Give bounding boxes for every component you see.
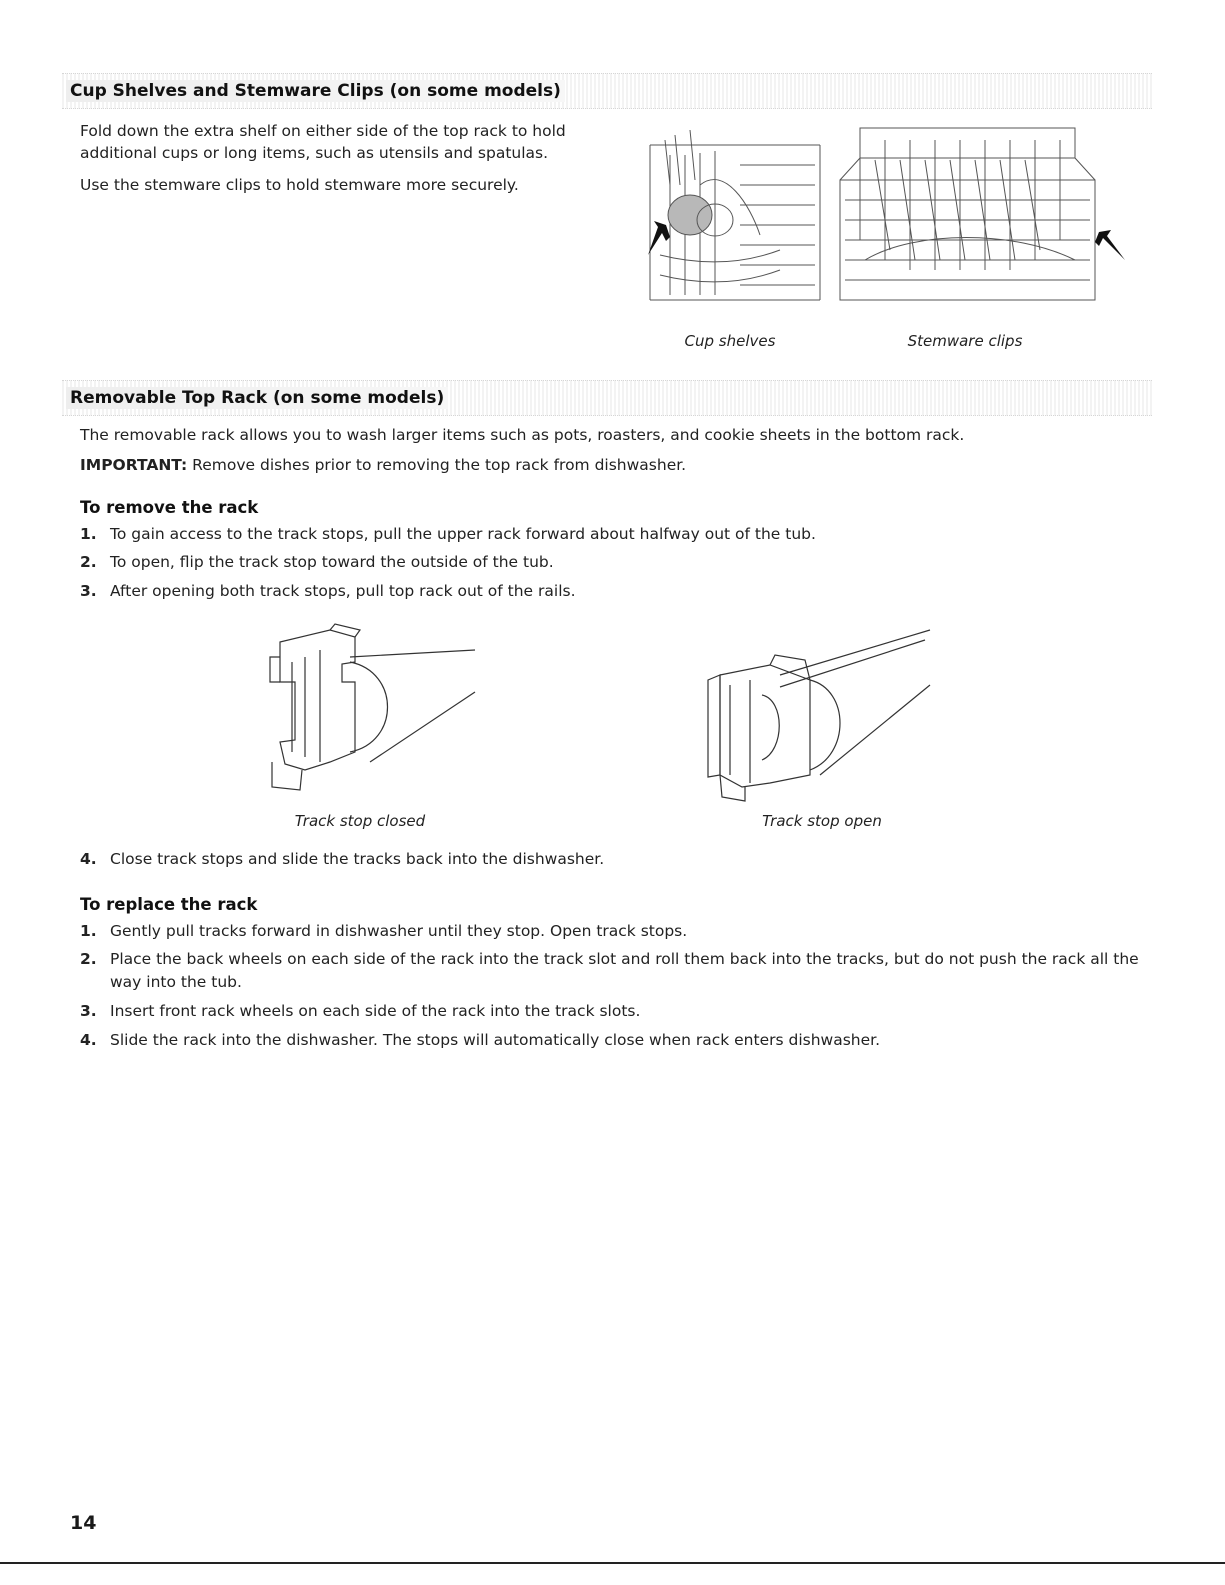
page-number: 14 (70, 1512, 97, 1534)
section-heading-text: Cup Shelves and Stemware Clips (on some models) (66, 80, 565, 102)
remove-step: 4. Close track stops and slide the tracks back into the dishwasher. (80, 850, 605, 868)
section-heading-removable-rack (62, 380, 1152, 416)
track-stop-closed-illustration (260, 622, 480, 797)
removable-rack-intro: The removable rack allows you to wash larger items such as pots, roasters, and cookie sheets in the bottom rack. (80, 426, 965, 444)
section-heading-text: Removable Top Rack (on some models) (66, 387, 448, 409)
remove-step: 3. After opening both track stops, pull top rack out of the rails. (80, 582, 576, 600)
section-heading-cup-shelves (62, 73, 1152, 109)
important-text: Remove dishes prior to removing the top rack from dishwasher. (192, 456, 687, 474)
stemware-clips-illustration (835, 120, 1130, 310)
caption-track-stop-open: Track stop open (762, 812, 882, 830)
cup-shelf-paragraph: Fold down the extra shelf on either side of the top rack to hold additional cups or long items, such as utensils and spatulas. (80, 122, 566, 162)
important-label: IMPORTANT: (80, 456, 188, 474)
replace-step: 1. Gently pull tracks forward in dishwasher until they stop. Open track stops. (80, 922, 688, 940)
caption-track-stop-closed: Track stop closed (294, 812, 426, 830)
bottom-rule (0, 1562, 1225, 1564)
stemware-paragraph: Use the stemware clips to hold stemware more securely. (80, 176, 519, 194)
caption-cup-shelves: Cup shelves (684, 332, 776, 350)
remove-rack-heading: To remove the rack (80, 498, 259, 517)
replace-step: 3. Insert front rack wheels on each side of the rack into the track slots. (80, 1002, 641, 1020)
remove-step: 1. To gain access to the track stops, pull the upper rack forward about halfway out of the tub. (80, 525, 816, 543)
remove-step: 2. To open, flip the track stop toward the outside of the tub. (80, 553, 554, 571)
replace-rack-heading: To replace the rack (80, 895, 258, 914)
replace-step: 2. Place the back wheels on each side of the rack into the track slot and roll them back into the tracks, but do not push the rack all the way into the tub. (80, 950, 1139, 991)
replace-step: 4. Slide the rack into the dishwasher. The stops will automatically close when rack enters dishwasher. (80, 1031, 881, 1049)
cup-shelves-illustration (640, 125, 825, 315)
track-stop-open-illustration (700, 625, 935, 805)
caption-stemware-clips: Stemware clips (907, 332, 1023, 350)
important-note (80, 454, 1170, 476)
